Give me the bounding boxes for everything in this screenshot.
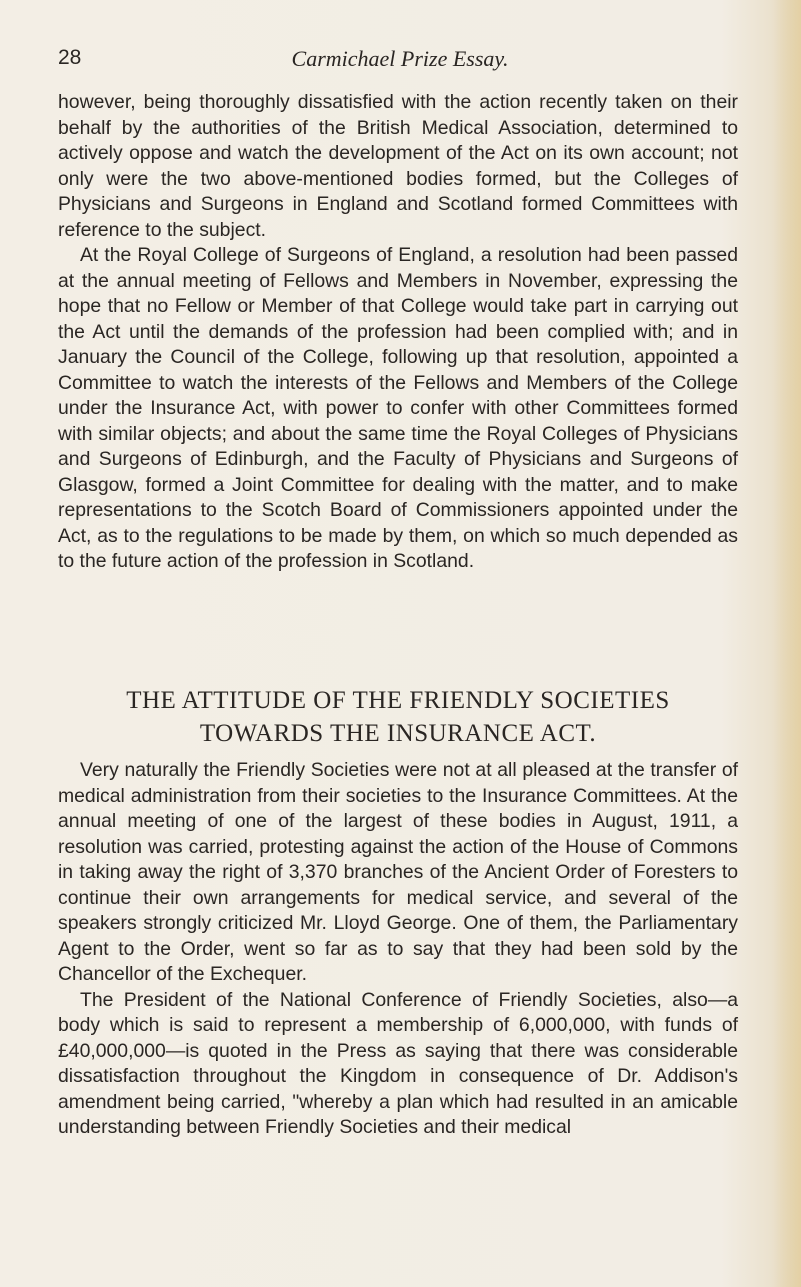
section-heading-line-2: TOWARDS THE INSURANCE ACT.: [199, 720, 597, 747]
body-text-top: [58, 90, 738, 575]
page-header: [0, 46, 801, 76]
page-edge-shadow: [773, 0, 801, 1287]
page-number: 28: [58, 46, 82, 69]
paragraph-royal-college: At the Royal College of Surgeons of England, a resolution had been passed at the annual meeting of Fellows and Members in November, expressing the hope that no Fellow or Member of that College would take part in carrying out the Act until the demands of the profession had been complied with; and in January the Council of the College, following up that resolution, appointed a Committee to watch the interests of the Fellows and Members of the College under the Insurance Act, with power to confer with other Committees formed with similar objects; and about the same time the Royal Colleges of Physicians and Surgeons of Edinburgh, and the Faculty of Physicians and Surgeons of Glasgow, formed a Joint Committee for dealing with the matter, and to make representations to the Scotch Board of Commissioners appointed under the Act, as to the regulations to be made by them, on which so much depended as to the future action of the profession in Scotland.: [58, 244, 738, 572]
section-heading: [58, 684, 738, 750]
paragraph-national-conference: The President of the National Conference of Friendly Societies, also—a body which is said to represent a membership of 6,000,000, with funds of £40,000,000—is quoted in the Press as saying that there was considerable dissatisfaction throughout the Kingdom in consequence of Dr. Addison's amendment being carried, "whereby a plan which had resulted in an amicable understanding between Friendly Societies and their medical: [58, 988, 738, 1138]
running-title: Carmichael Prize Essay.: [291, 46, 509, 71]
paragraph-friendly-societies: Very naturally the Friendly Societies were not at all pleased at the transfer of medical administration from their societies to the Insurance Committees. At the annual meeting of one of the largest of these bodies in August, 1911, a resolution was carried, protesting against the action of the House of Commons in taking away the right of 3,370 branches of the Ancient Order of Foresters to continue their own arrangements for medical service, and several of the speakers strongly criticized Mr. Lloyd George. One of them, the Parliamentary Agent to the Order, went so far as to say that they had been sold by the Chancellor of the Exchequer.: [58, 759, 738, 985]
section-heading-line-1: THE ATTITUDE OF THE FRIENDLY SOCIETIES: [126, 687, 670, 714]
body-text-bottom: [58, 758, 738, 1141]
paragraph-continuation: however, being thoroughly dissatisfied with the action recently taken on their behalf by the authorities of the British Medical Association, determined to actively oppose and watch the development of the Act on its own account; not only were the two above-mentioned bodies formed, but the Colleges of Physicians and Surgeons in England and Scotland formed Committees with reference to the subject.: [58, 91, 738, 241]
